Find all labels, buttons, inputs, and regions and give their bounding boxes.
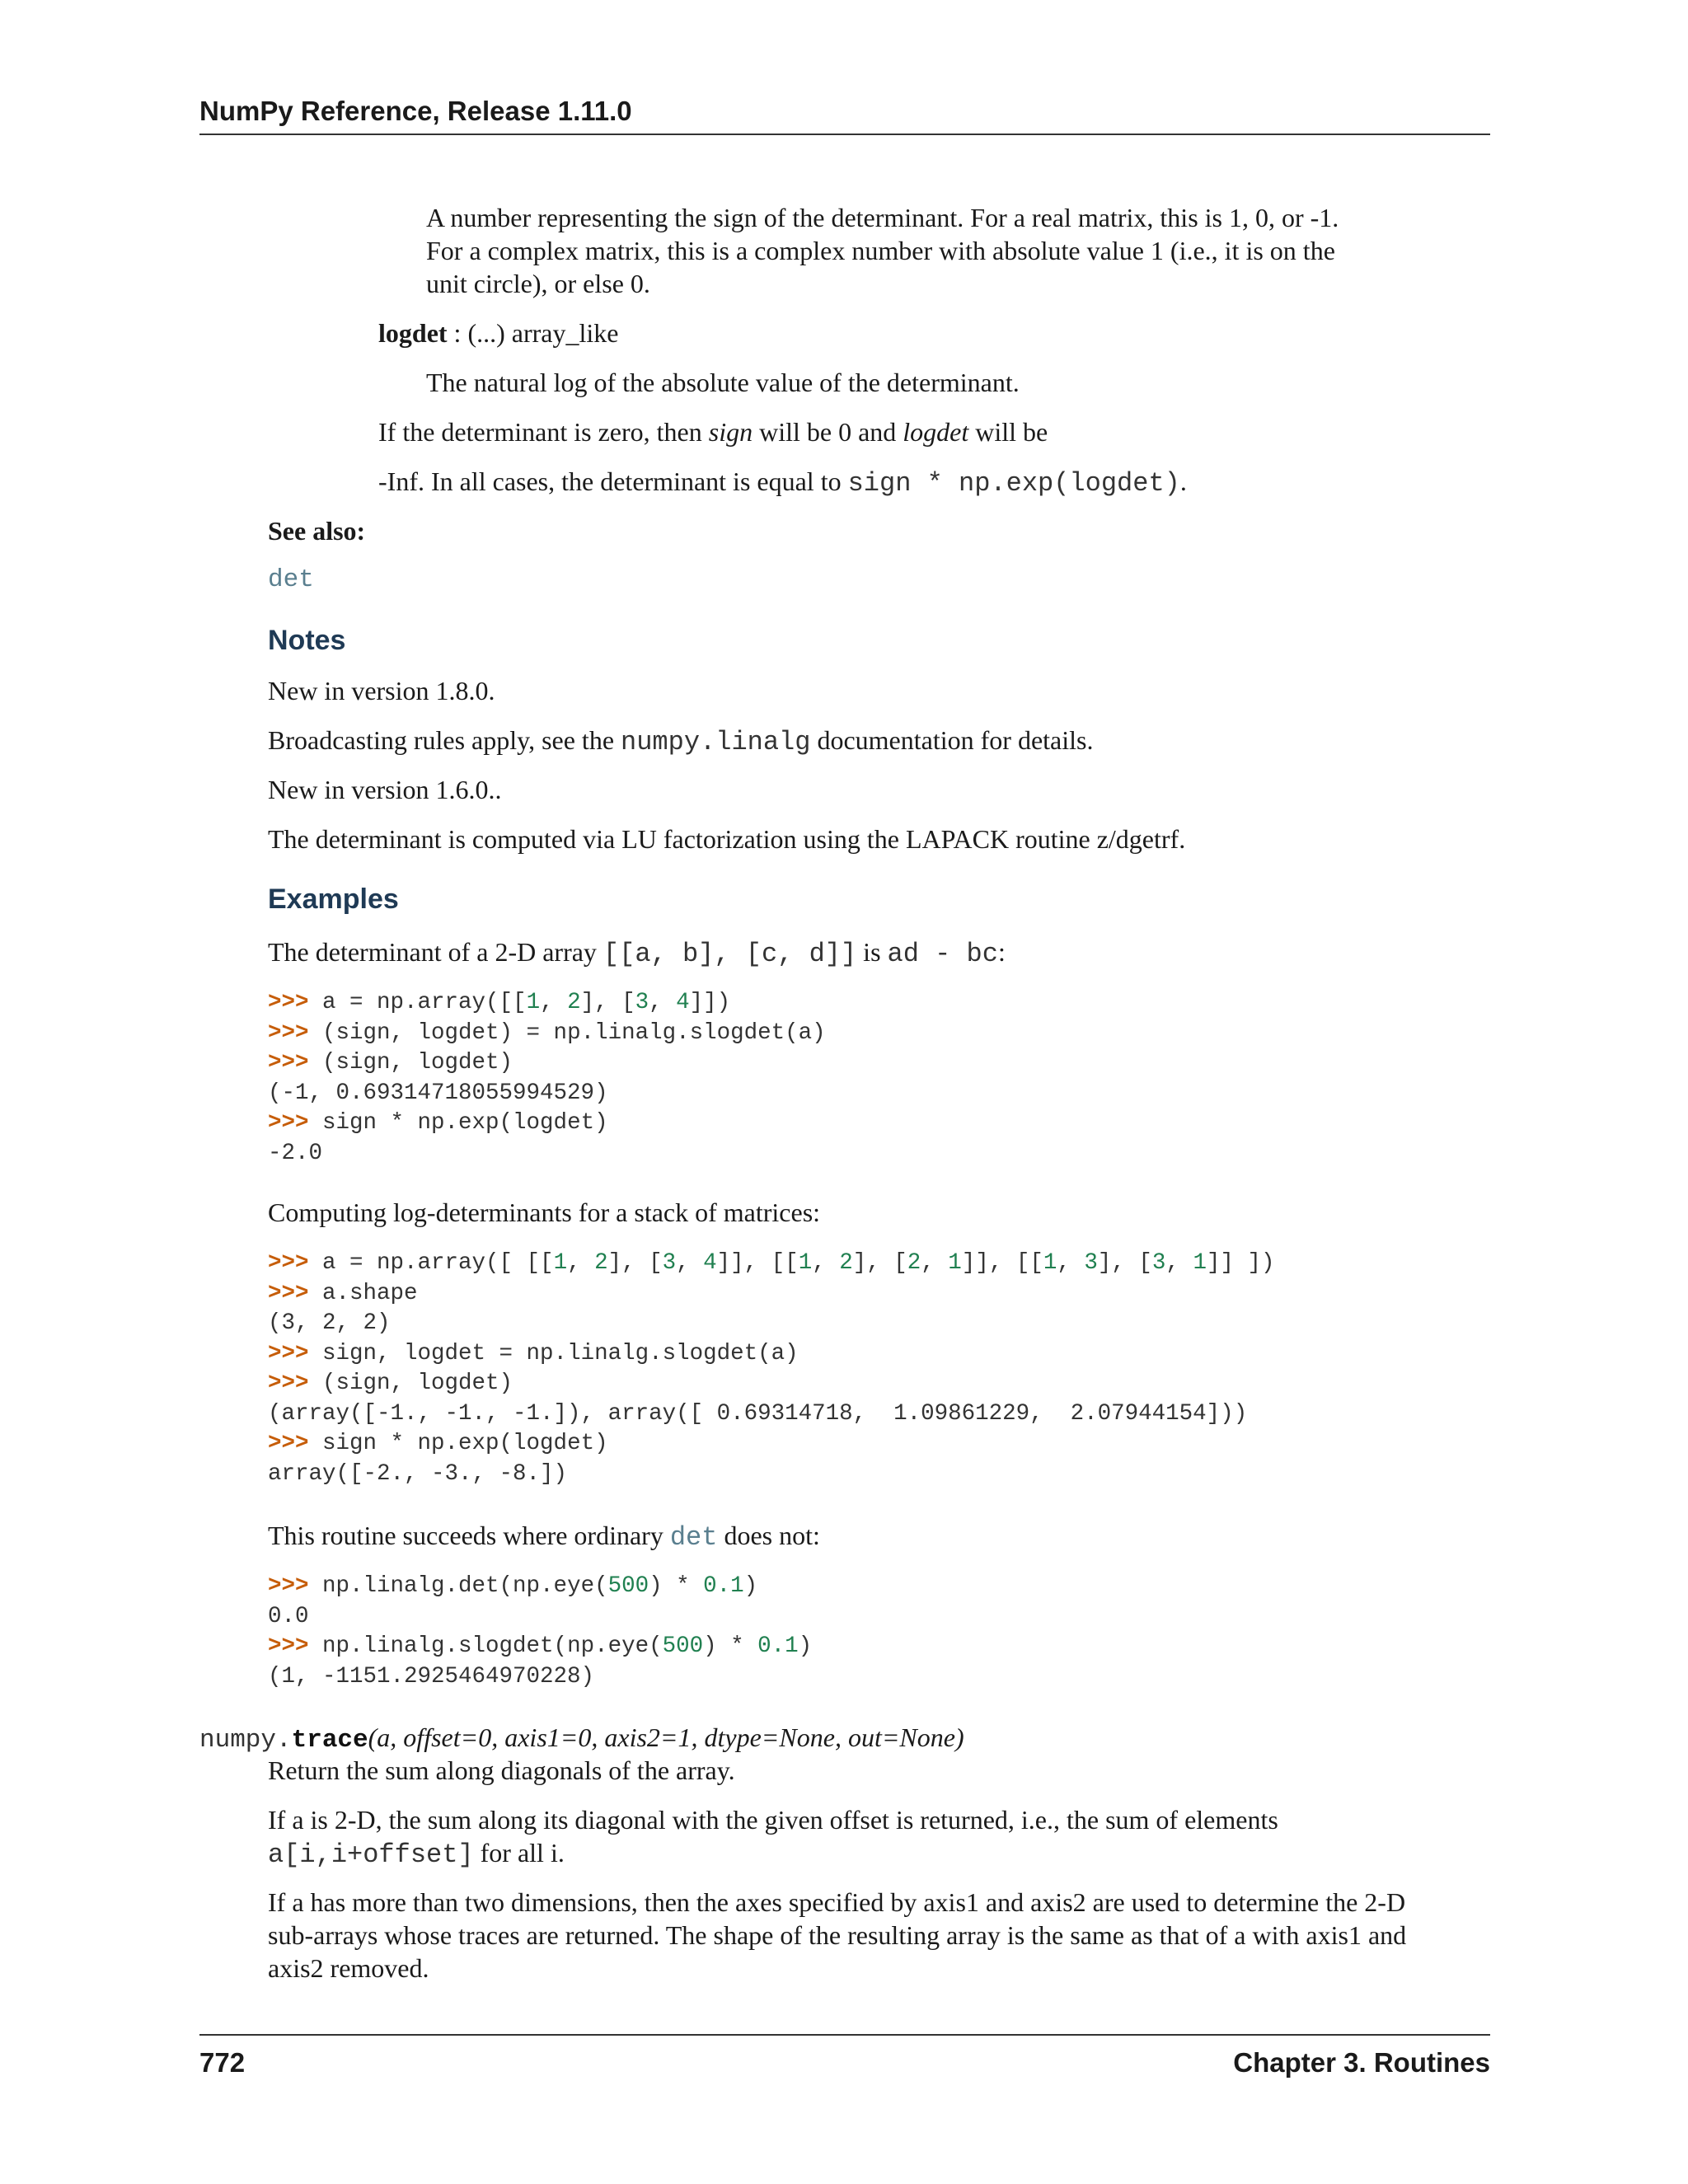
examples-intro-suffix: :	[997, 937, 1006, 967]
zero-note-suffix: will be	[968, 417, 1048, 447]
prompt-marker: >>>	[268, 1050, 323, 1076]
trace-p1	[268, 1803, 1490, 1872]
trace-p1-suffix: for all i.	[473, 1838, 565, 1868]
prompt-marker: >>>	[268, 1250, 323, 1276]
notes-p3: New in version 1.6.0..	[268, 775, 502, 804]
see-also-heading: See also:	[268, 516, 366, 546]
prompt-marker: >>>	[268, 1280, 323, 1306]
examples-intro-code1: [[a, b], [c, d]]	[603, 939, 857, 969]
code-text: (sign, logdet) = np.linalg.slogdet(a)	[322, 1019, 826, 1046]
code-output-line: (1, -1151.2925464970228)	[268, 1663, 595, 1690]
inf-note-suffix: .	[1179, 466, 1187, 496]
prompt-marker: >>>	[268, 1371, 323, 1396]
code-output-line: (array([-1., -1., -1.]), array([ 0.69314718, 1.09861229, 2.07944154]))	[268, 1400, 1248, 1427]
code-input-line	[268, 1249, 1274, 1279]
trace-p1-code: a[i,i+offset]	[268, 1840, 474, 1870]
trace-fn	[199, 1726, 368, 1755]
code-input-line	[268, 1019, 826, 1049]
prompt-marker: >>>	[268, 1633, 323, 1659]
prompt-marker: >>>	[268, 1110, 323, 1136]
sign-description-line-2: For a complex matrix, this is a complex number with absolute value 1 (i.e., it is on the	[426, 236, 1335, 265]
code-output-line: 0.0	[268, 1603, 309, 1629]
trace-p2-line1: If a has more than two dimensions, then the axes specified by axis1 and axis2 are used to determine the 2-D	[268, 1887, 1406, 1917]
zero-note-mid: will be 0 and	[753, 417, 903, 447]
notes-heading: Notes	[268, 625, 346, 656]
trace-name: trace	[291, 1726, 368, 1755]
running-footer	[199, 2034, 1490, 2085]
see-also-det-link[interactable]: det	[268, 565, 314, 594]
code-text: (sign, logdet)	[322, 1371, 513, 1396]
code-output-line: (3, 2, 2)	[268, 1310, 391, 1336]
sign-description-line-1: A number representing the sign of the determinant. For a real matrix, this is 1, 0, or -1.	[426, 203, 1339, 232]
stack-intro: Computing log-determinants for a stack of matrices:	[268, 1197, 821, 1227]
examples-intro-mid: is	[856, 937, 888, 967]
code-block-2	[268, 1249, 1274, 1489]
code-text: sign, logdet = np.linalg.slogdet(a)	[322, 1340, 799, 1366]
logdet-param	[378, 316, 618, 349]
code-input-line	[268, 1279, 1274, 1310]
notes-p4: The determinant is computed via LU factorization using the LAPACK routine z/dgetrf.	[268, 824, 1186, 854]
sign-description-line-3: unit circle), or else 0.	[426, 269, 650, 298]
notes-p2-prefix: Broadcasting rules apply, see the	[268, 725, 621, 755]
code-input-line	[268, 988, 826, 1019]
succeeds-suffix: does not:	[717, 1521, 820, 1550]
code-input-line	[268, 1369, 1274, 1399]
code-output-line: -2.0	[268, 1140, 323, 1166]
chapter-title: Chapter 3. Routines	[1233, 2047, 1490, 2078]
inf-note-prefix: -Inf. In all cases, the determinant is equal to	[378, 466, 848, 496]
examples-intro-code2: ad - bc	[887, 939, 998, 969]
page-number: 772	[199, 2047, 246, 2078]
zero-note	[378, 415, 1048, 448]
examples-heading: Examples	[268, 883, 399, 915]
zero-note-sign: sign	[708, 417, 753, 447]
notes-p1: New in version 1.8.0.	[268, 676, 495, 705]
notes-p2	[268, 724, 1093, 759]
code-text: sign * np.exp(logdet)	[322, 1110, 608, 1136]
code-text: np.linalg.det(np.eye(500) * 0.1)	[322, 1573, 758, 1599]
examples-intro	[268, 935, 1006, 971]
code-text: sign * np.exp(logdet)	[322, 1431, 608, 1456]
code-text: (sign, logdet)	[322, 1050, 513, 1076]
code-block-1	[268, 988, 826, 1169]
logdet-name: logdet	[378, 318, 448, 348]
code-output-line: array([-2., -3., -8.])	[268, 1460, 568, 1487]
code-text: a.shape	[322, 1280, 418, 1306]
trace-p1-text: If a is 2-D, the sum along its diagonal with the given offset is returned, i.e., the sum of elements	[268, 1805, 1278, 1835]
prompt-marker: >>>	[268, 1340, 323, 1366]
trace-module: numpy.	[199, 1726, 292, 1755]
trace-p2-line2: sub-arrays whose traces are returned. The shape of the resulting array is the same as that of a with axis1 and	[268, 1920, 1407, 1950]
examples-intro-prefix: The determinant of a 2-D array	[268, 937, 603, 967]
zero-note-prefix: If the determinant is zero, then	[378, 417, 709, 447]
prompt-marker: >>>	[268, 1019, 323, 1046]
trace-params: (a, offset=0, axis1=0, axis2=1, dtype=None, out=None)	[368, 1722, 964, 1752]
inf-note-code: sign * np.exp(logdet)	[847, 468, 1180, 499]
trace-summary: Return the sum along diagonals of the array.	[268, 1755, 735, 1785]
code-block-3	[268, 1572, 812, 1692]
code-text: a = np.array([[1, 2], [3, 4]])	[322, 990, 731, 1015]
logdet-type: : (...) array_like	[447, 318, 619, 348]
code-input-line	[268, 1572, 812, 1602]
logdet-description: The natural log of the absolute value of the determinant.	[426, 368, 1020, 397]
code-input-line	[268, 1339, 1274, 1370]
header-title: NumPy Reference, Release 1.11.0	[199, 96, 632, 126]
prompt-marker: >>>	[268, 990, 323, 1015]
trace-p2-line3: axis2 removed.	[268, 1953, 429, 1983]
running-header	[199, 92, 1490, 135]
code-output-line: (-1, 0.69314718055994529)	[268, 1080, 608, 1106]
succeeds-text	[268, 1519, 820, 1554]
code-input-line	[268, 1048, 826, 1079]
notes-p2-code: numpy.linalg	[621, 727, 811, 757]
zero-note-logdet: logdet	[903, 417, 969, 447]
inf-note	[378, 465, 1187, 500]
code-text: np.linalg.slogdet(np.eye(500) * 0.1)	[322, 1633, 813, 1659]
code-input-line	[268, 1632, 812, 1662]
trace-p2	[268, 1886, 1490, 1985]
notes-p2-suffix: documentation for details.	[810, 725, 1094, 755]
code-input-line	[268, 1108, 826, 1139]
succeeds-det-link[interactable]: det	[669, 1522, 718, 1553]
code-input-line	[268, 1429, 1274, 1460]
trace-signature	[199, 1721, 964, 1757]
code-text: a = np.array([ [[1, 2], [3, 4]], [[1, 2], [2, 1]], [[1, 3], [3, 1]] ])	[322, 1250, 1275, 1276]
prompt-marker: >>>	[268, 1573, 323, 1599]
succeeds-prefix: This routine succeeds where ordinary	[268, 1521, 670, 1550]
prompt-marker: >>>	[268, 1431, 323, 1456]
